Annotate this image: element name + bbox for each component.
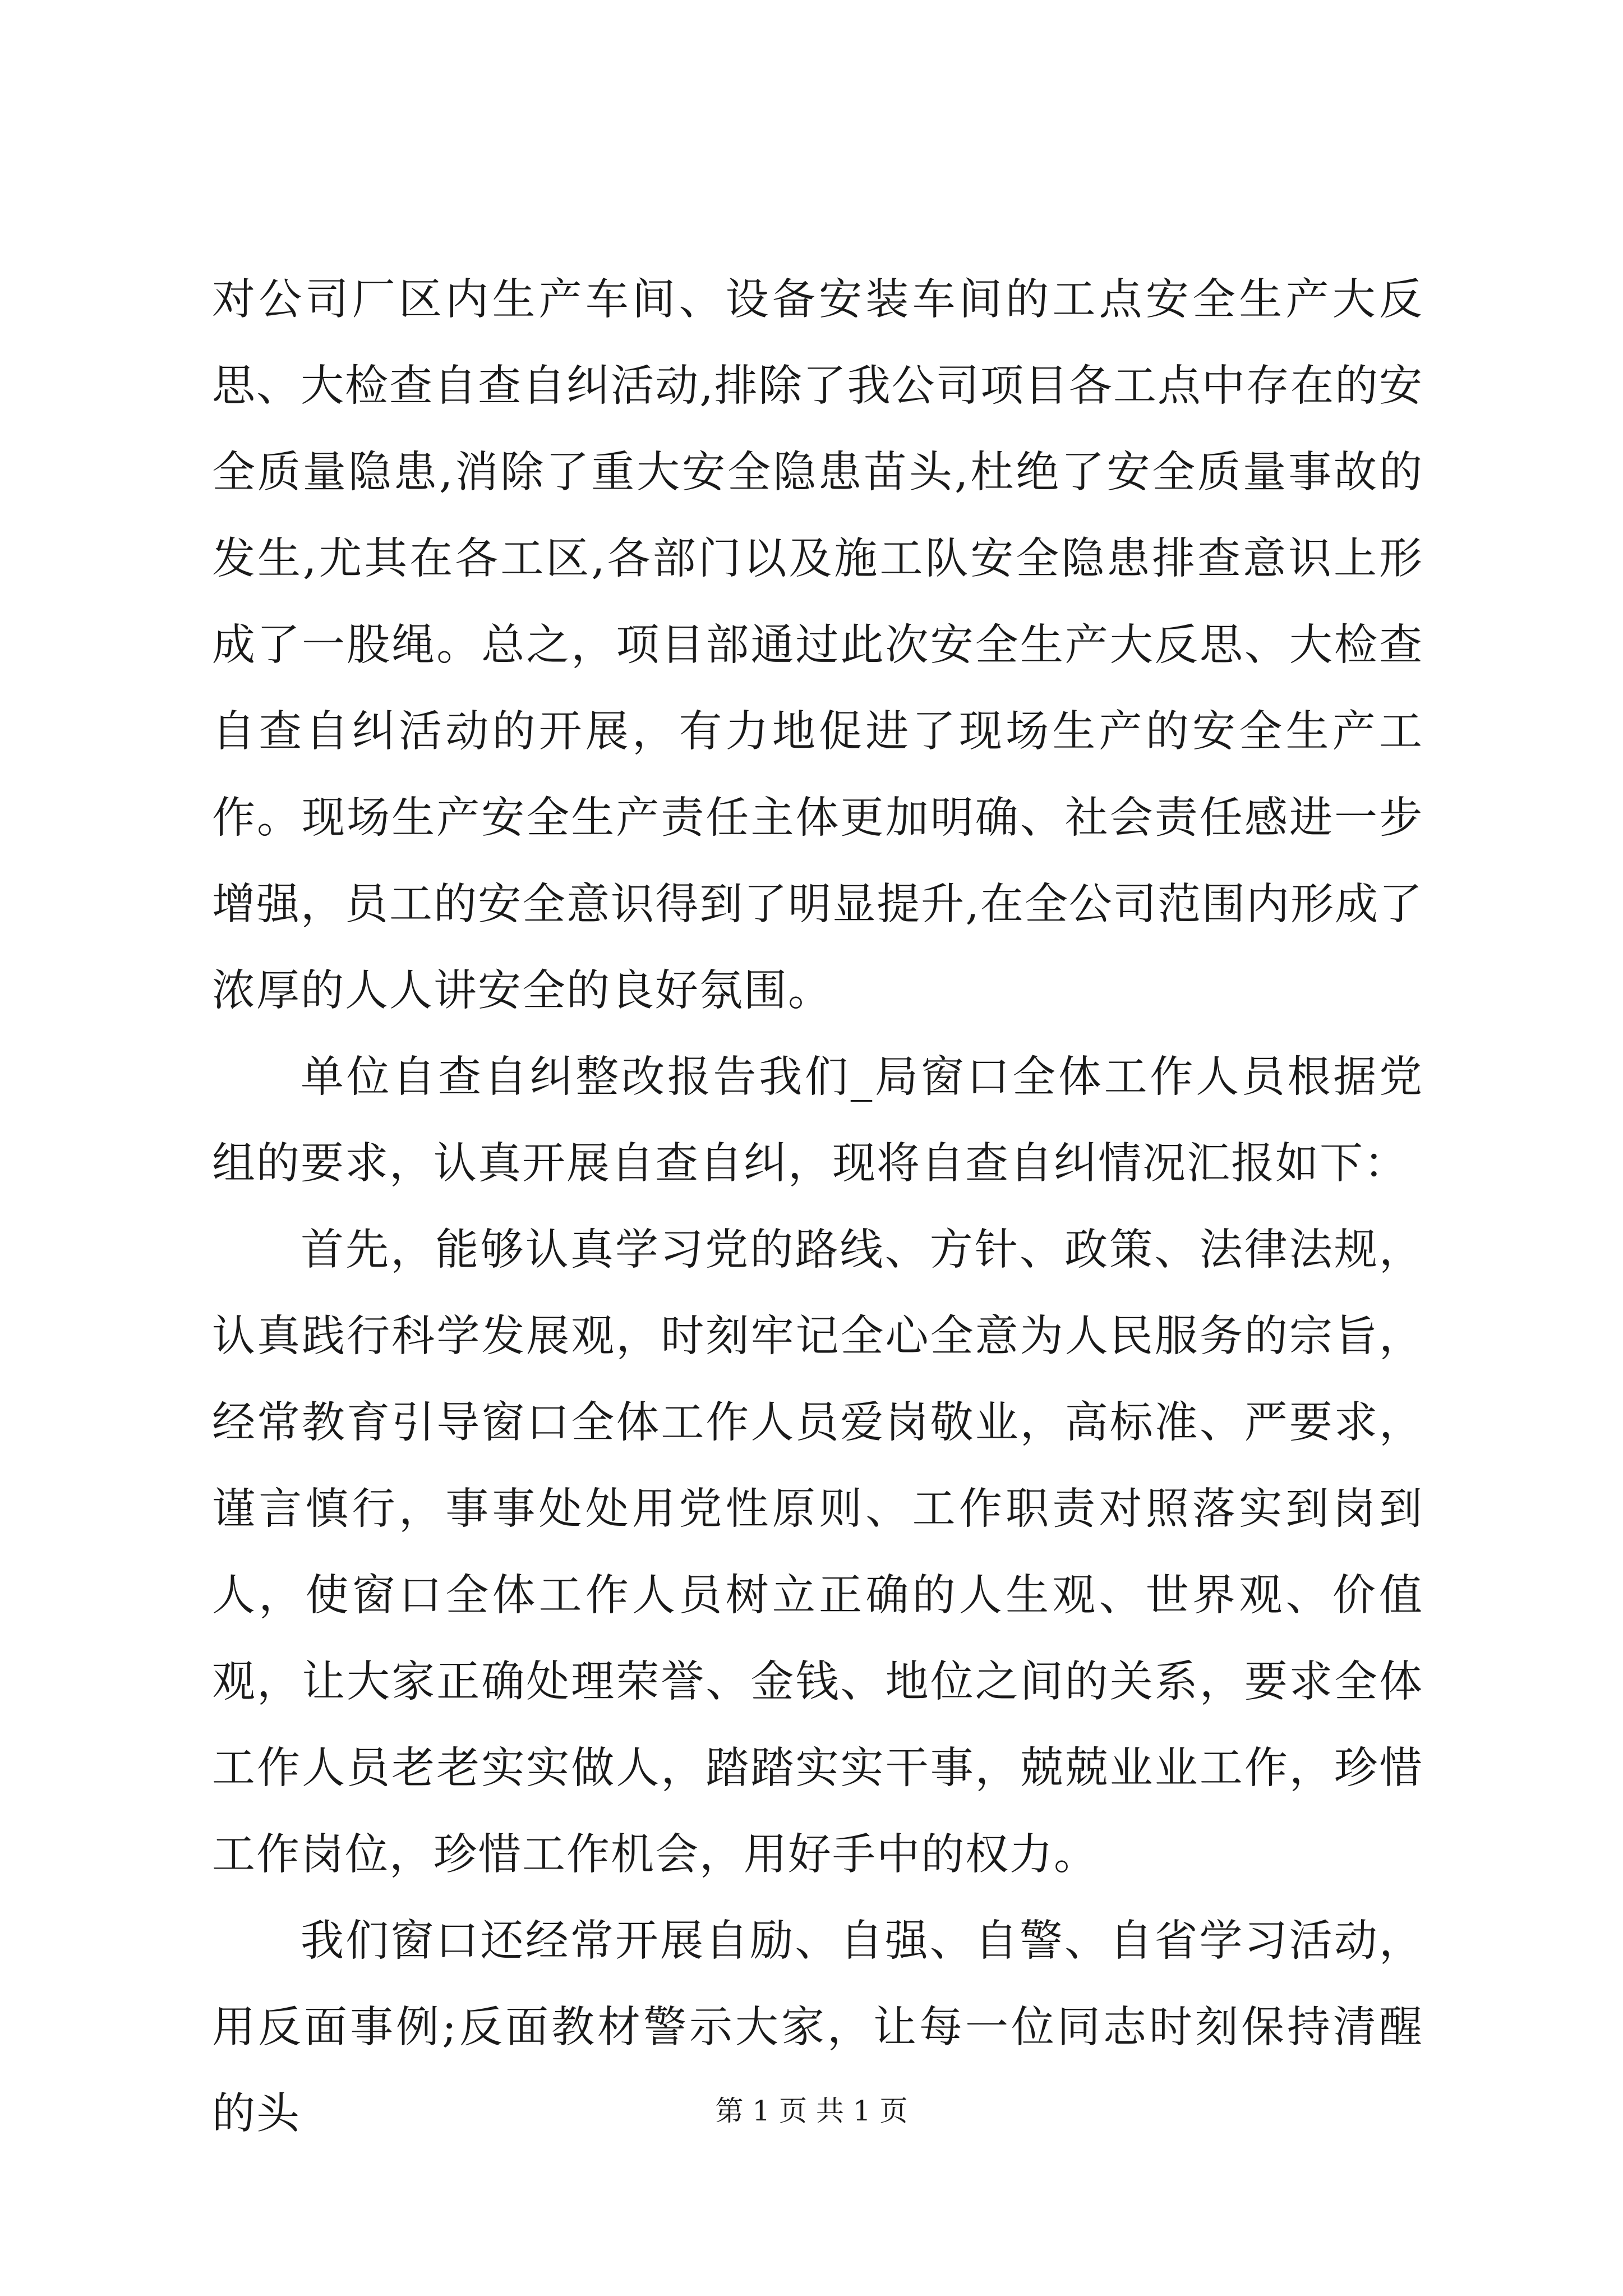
paragraph-4: 我们窗口还经常开展自励、自强、自警、自省学习活动，用反面事例;反面教材警示大家，让每一位同志时刻保持清醒的头 (212, 1916, 1423, 2139)
paragraph-2: 单位自查自纠整改报告我们_局窗口全体工作人员根据党组的要求，认真开展自查自纠，现将自查自纠情况汇报如下： (212, 1052, 1423, 1189)
paragraph-3: 首先，能够认真学习党的路线、方针、政策、法律法规，认真践行科学发展观，时刻牢记全心全意为人民服务的宗旨，经常教育引导窗口全体工作人员爱岗敬业，高标准、严要求，谨言慎行，事事处处用党性原则、工作职责对照落实到岗到人，使窗口全体工作人员树立正确的人生观、世界观、价值观，让大家正确处理荣誉、金钱、地位之间的关系，要求全体工作人员老老实实做人，踏踏实实干事，兢兢业业工作，珍惜工作岗位，珍惜工作机会，用好手中的权力。 (212, 1225, 1423, 1880)
paragraph-1: 对公司厂区内生产车间、设备安装车间的工点安全生产大反思、大检查自查自纠活动,排除了我公司项目各工点中存在的安全质量隐患,消除了重大安全隐患苗头,杜绝了安全质量事故的发生,尤其在各工区,各部门以及施工队安全隐患排查意识上形成了一股绳。总之，项目部通过此次安全生产大反思、大检查自查自纠活动的开展，有力地促进了现场生产的安全生产工作。现场生产安全生产责任主体更加明确、社会责任感进一步增强，员工的安全意识得到了明显提升,在全公司范围内形成了浓厚的人人讲安全的良好氛围。 (212, 275, 1423, 1016)
document-body (212, 257, 1423, 2157)
page-footer: 第 1 页 共 1 页 (715, 2095, 908, 2127)
